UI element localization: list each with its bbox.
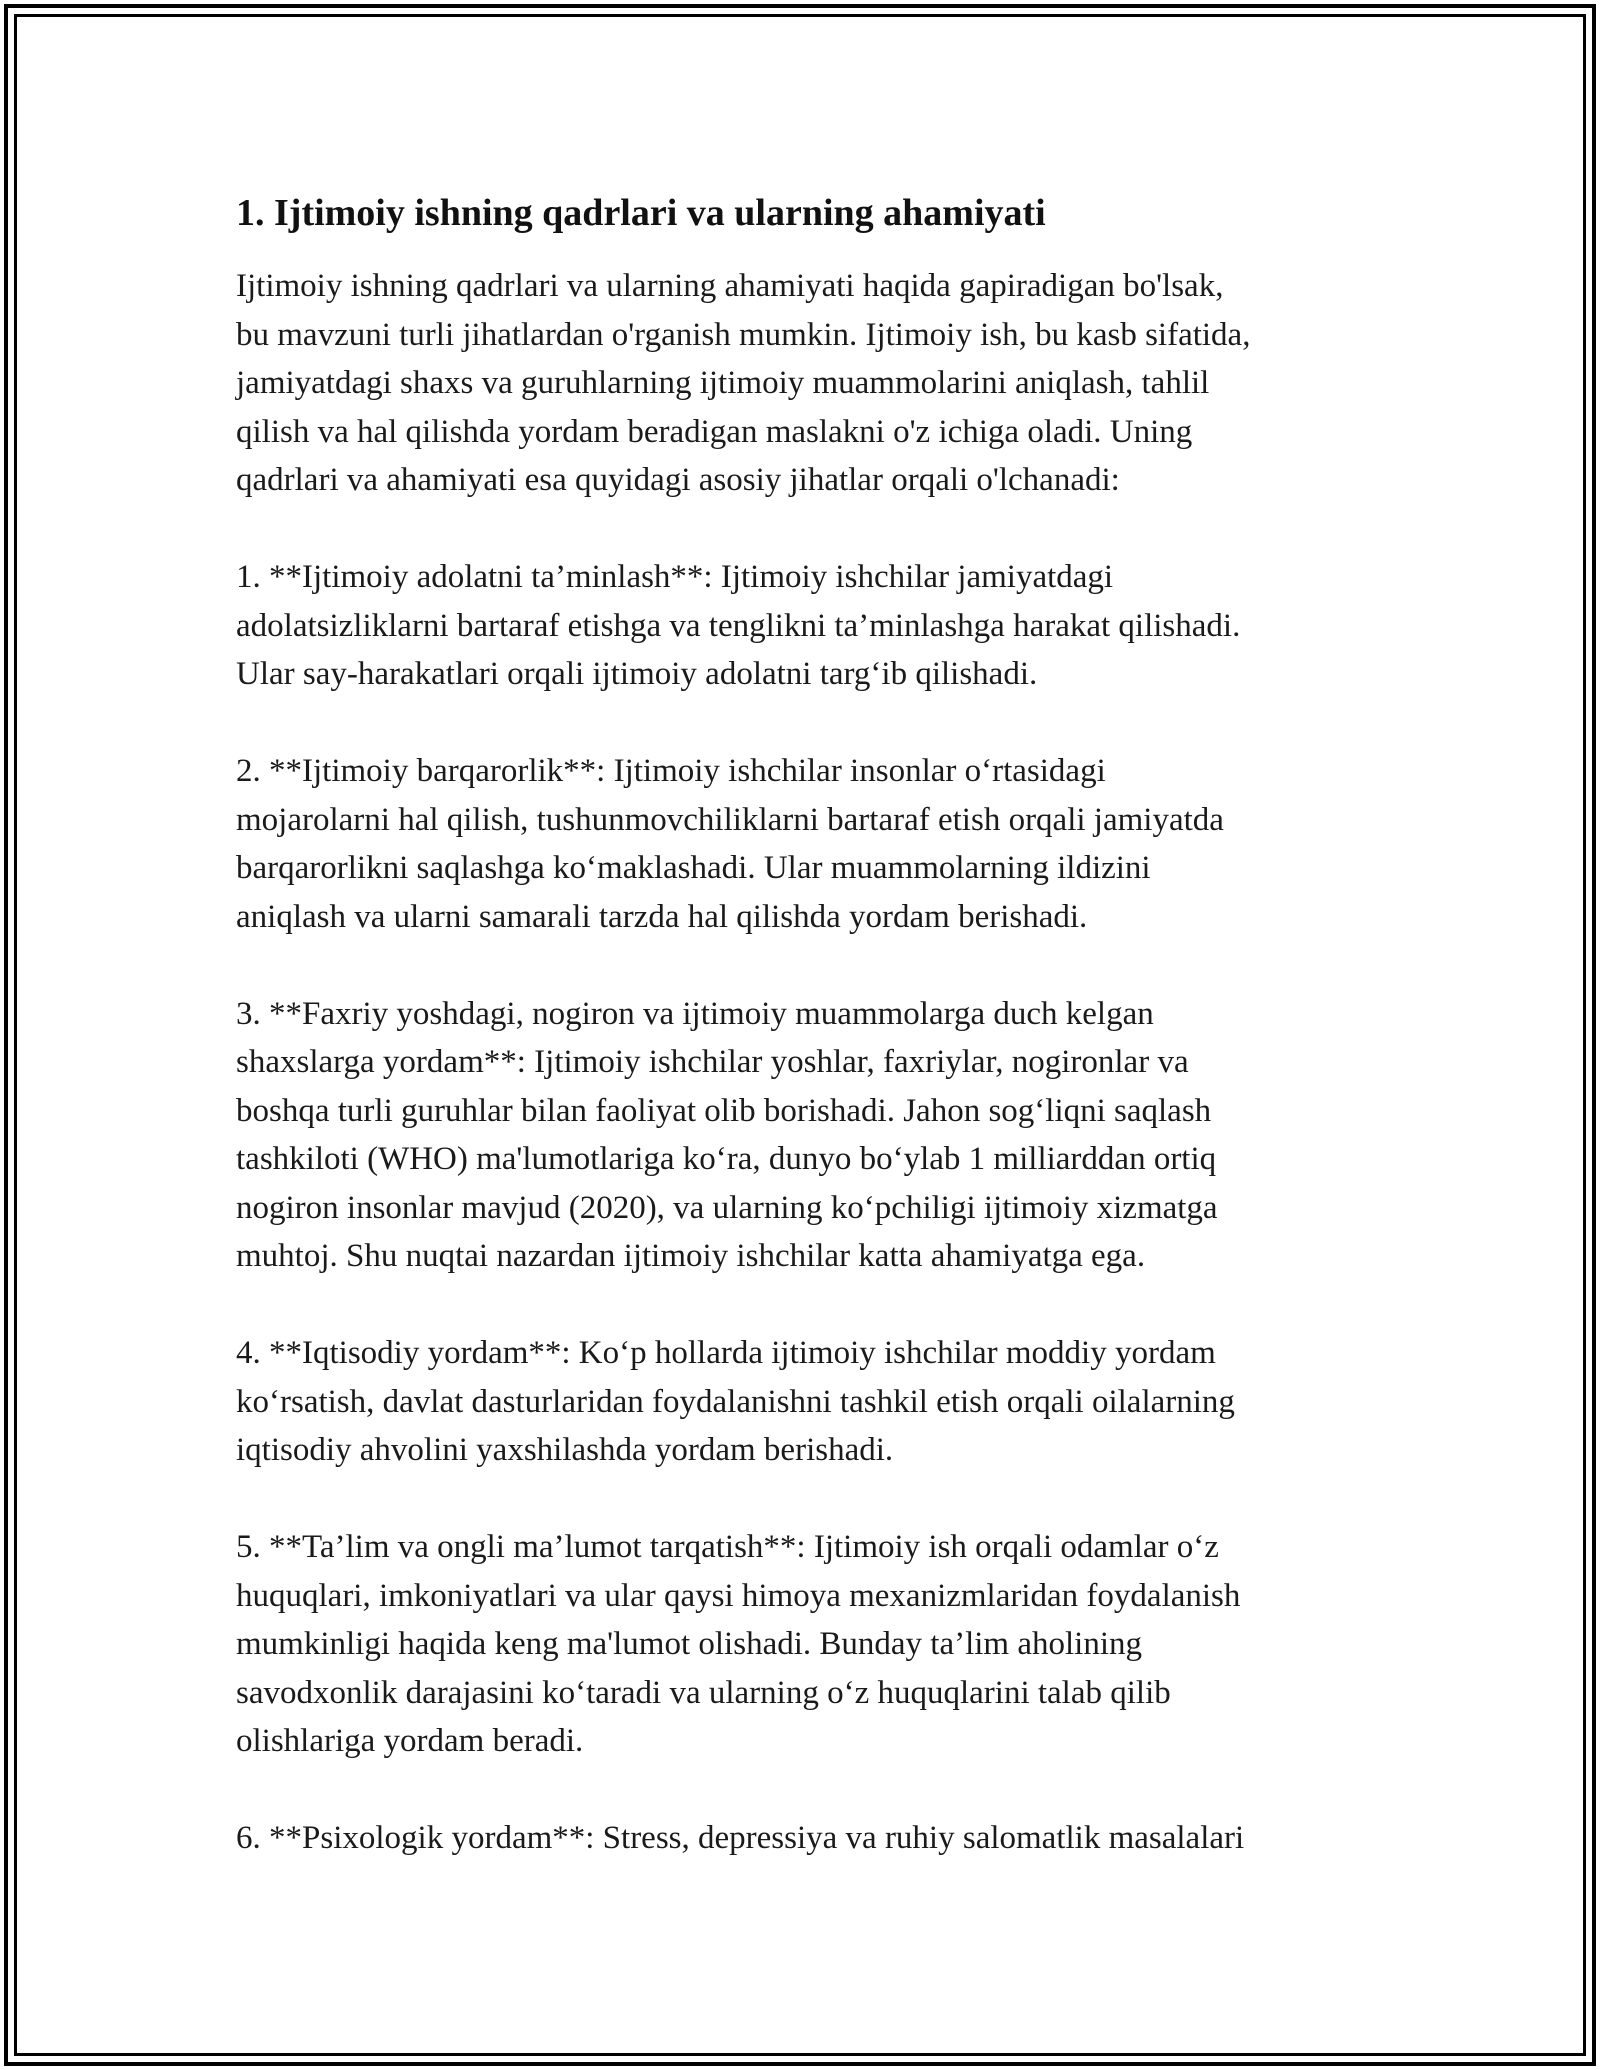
list-item-vulnerable-support: 3. **Faxriy yoshdagi, nogiron va ijtimoiy muammolarga duch kelgan shaxslarga yordam**: Ijtimoiy ishchilar yoshlar, faxriylar, nogironlar va boshqa turli guruhlar bilan faoliyat olib borishadi. Jahon sog‘liqni saqlash tashkiloti (WHO) ma'lumotlariga ko‘ra, dunyo bo‘ylab 1 milliarddan ortiq nogiron insonlar mavjud (2020), va ularning ko‘pchiligi ijtimoiy xizmatga muhtoj. Shu nuqtai nazardan ijtimoiy ishchilar katta ahamiyatga ega. — [236, 995, 1218, 1274]
list-item-psychological-support: 6. **Psixologik yordam**: Stress, depressiya va ruhiy salomatlik masalalari — [236, 1820, 1245, 1856]
document-body — [236, 188, 1376, 1863]
list-item-education: 5. **Ta’lim va ongli ma’lumot tarqatish**: Ijtimoiy ish orqali odamlar o‘z huquqlari, imkoniyatlari va ular qaysi himoya mexanizmlaridan foydalanish mumkinligi haqida keng ma'lumot olishadi. Bunday ta’lim aholining savodxonlik darajasini ko‘taradi va ularning o‘z huquqlarini talab qilib olishlariga yordam beradi. — [236, 1529, 1241, 1759]
list-item-social-justice: 1. **Ijtimoiy adolatni ta’minlash**: Ijtimoiy ishchilar jamiyatdagi adolatsizliklarni bartaraf etishga va tenglikni ta’minlashga harakat qilishadi. Ular say-harakatlari orqali ijtimoiy adolatni targ‘ib qilishadi. — [236, 559, 1241, 692]
list-item-economic-support: 4. **Iqtisodiy yordam**: Ko‘p hollarda ijtimoiy ishchilar moddiy yordam ko‘rsatish, davlat dasturlaridan foydalanishni tashkil etish orqali oilalarning iqtisodiy ahvolini yaxshilashda yordam berishadi. — [236, 1335, 1235, 1468]
intro-paragraph: Ijtimoiy ishning qadrlari va ularning ahamiyati haqida gapiradigan bo'lsak, bu mavzuni turli jihatlardan o'rganish mumkin. Ijtimoiy ish, bu kasb sifatida, jamiyatdagi shaxs va guruhlarning ijtimoiy muammolarini aniqlash, tahlil qilish va hal qilishda yordam beradigan maslakni o'z ichiga oladi. Uning qadrlari va ahamiyati esa quyidagi asosiy jihatlar orqali o'lchanadi: — [236, 268, 1251, 498]
list-item-social-stability: 2. **Ijtimoiy barqarorlik**: Ijtimoiy ishchilar insonlar o‘rtasidagi mojarolarni hal qilish, tushunmovchiliklarni bartaraf etish orqali jamiyatda barqarorlikni saqlashga ko‘maklashadi. Ular muammolarning ildizini aniqlash va ularni samarali tarzda hal qilishda yordam berishadi. — [236, 753, 1224, 935]
section-heading: 1. Ijtimoiy ishning qadrlari va ularning ahamiyati — [236, 192, 1046, 234]
